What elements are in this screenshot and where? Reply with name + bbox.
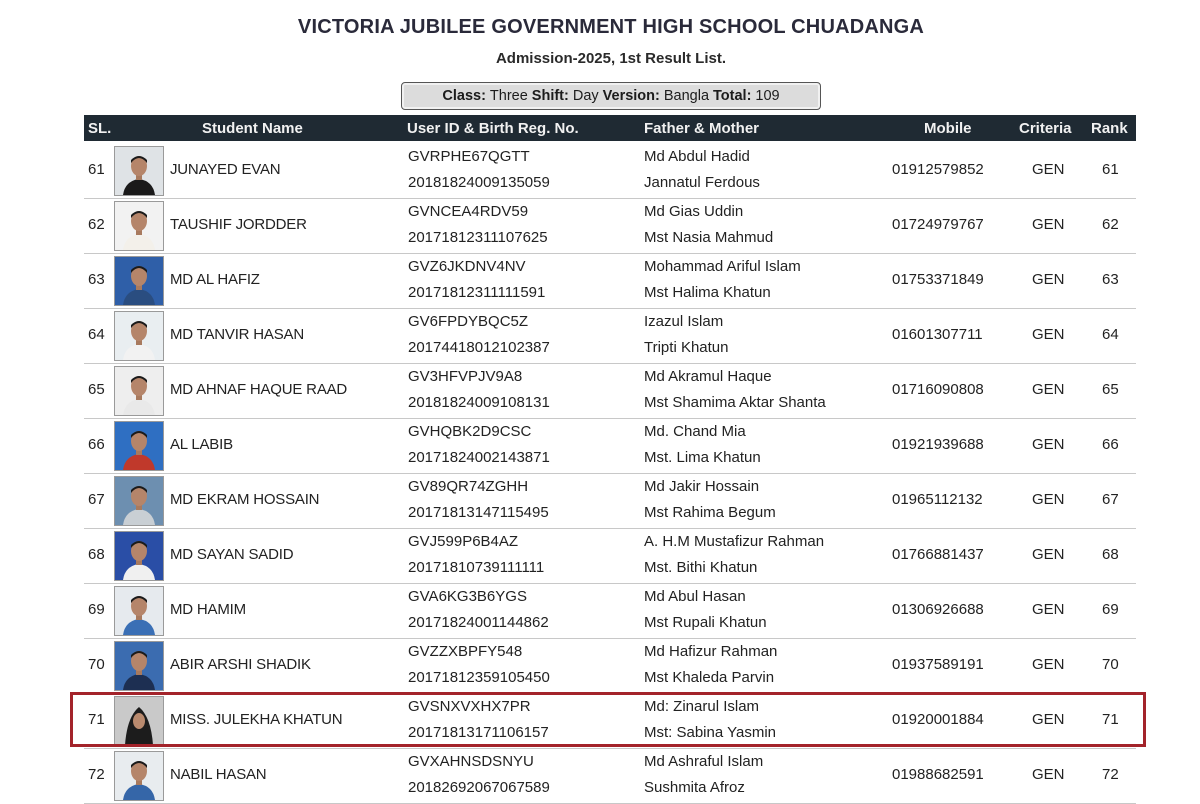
user-id: GVNCEA4RDV59 bbox=[408, 203, 529, 220]
mother-name: Mst Nasia Mahmud bbox=[644, 229, 774, 246]
criteria-value: GEN bbox=[1032, 601, 1065, 618]
student-name: ABIR ARSHI SHADIK bbox=[170, 656, 311, 673]
father-name: Md Gias Uddin bbox=[644, 203, 744, 220]
father-name: Md Ashraful Islam bbox=[644, 753, 764, 770]
birth-reg-number: 20171813171106157 bbox=[408, 724, 549, 741]
version-label: Version: bbox=[602, 88, 660, 104]
student-photo bbox=[114, 256, 164, 306]
mobile-number: 01937589191 bbox=[892, 656, 984, 673]
birth-reg-number: 20181824009135059 bbox=[408, 174, 550, 191]
user-id: GVHQBK2D9CSC bbox=[408, 423, 532, 440]
father-name: Md Hafizur Rahman bbox=[644, 643, 778, 660]
column-header-user-id: User ID & Birth Reg. No. bbox=[407, 120, 579, 137]
student-name: MD AL HAFIZ bbox=[170, 271, 260, 288]
user-id: GV89QR74ZGHH bbox=[408, 478, 529, 495]
rank-value: 72 bbox=[1102, 766, 1119, 783]
father-name: A. H.M Mustafizur Rahman bbox=[644, 533, 825, 550]
mother-name: Mst Shamima Aktar Shanta bbox=[644, 394, 826, 411]
table-row bbox=[84, 143, 1136, 199]
criteria-value: GEN bbox=[1032, 546, 1065, 563]
birth-reg-number: 20171813147115495 bbox=[408, 504, 549, 521]
criteria-value: GEN bbox=[1032, 766, 1065, 783]
student-photo bbox=[114, 366, 164, 416]
rank-value: 65 bbox=[1102, 381, 1119, 398]
mother-name: Jannatul Ferdous bbox=[644, 174, 760, 191]
birth-reg-number: 20171824002143871 bbox=[408, 449, 550, 466]
mother-name: Mst Rahima Begum bbox=[644, 504, 776, 521]
mobile-number: 01920001884 bbox=[892, 711, 984, 728]
birth-reg-number: 20171824001144862 bbox=[408, 614, 549, 631]
rank-value: 66 bbox=[1102, 436, 1119, 453]
table-row bbox=[84, 473, 1136, 529]
column-header-criteria: Criteria bbox=[1019, 120, 1072, 137]
user-id: GVZ6JKDNV4NV bbox=[408, 258, 526, 275]
column-header-sl: SL. bbox=[88, 120, 112, 137]
column-header-rank: Rank bbox=[1091, 120, 1128, 137]
rank-value: 63 bbox=[1102, 271, 1119, 288]
serial-number: 67 bbox=[88, 491, 105, 508]
student-photo bbox=[114, 476, 164, 526]
birth-reg-number: 20171812311107625 bbox=[408, 229, 548, 246]
rank-value: 64 bbox=[1102, 326, 1119, 343]
version-value: Bangla bbox=[663, 88, 710, 104]
table-row bbox=[84, 253, 1136, 309]
school-title: VICTORIA JUBILEE GOVERNMENT HIGH SCHOOL CHUADANGA bbox=[297, 16, 925, 38]
birth-reg-number: 20171812359105450 bbox=[408, 669, 550, 686]
mobile-number: 01601307711 bbox=[892, 326, 983, 343]
table-row bbox=[84, 363, 1136, 419]
student-photo bbox=[114, 641, 164, 691]
user-id: GVRPHE67QGTT bbox=[408, 148, 530, 165]
serial-number: 70 bbox=[88, 656, 105, 673]
father-name: Md. Chand Mia bbox=[644, 423, 746, 440]
mother-name: Sushmita Afroz bbox=[644, 779, 745, 796]
total-value: 109 bbox=[755, 88, 780, 104]
mobile-number: 01724979767 bbox=[892, 216, 984, 233]
serial-number: 68 bbox=[88, 546, 105, 563]
mother-name: Mst Rupali Khatun bbox=[644, 614, 767, 631]
table-row bbox=[84, 638, 1136, 694]
mother-name: Mst: Sabina Yasmin bbox=[644, 724, 777, 741]
column-header-student-name: Student Name bbox=[202, 120, 303, 137]
student-name: MD HAMIM bbox=[170, 601, 246, 618]
criteria-value: GEN bbox=[1032, 381, 1065, 398]
mobile-number: 01912579852 bbox=[892, 161, 984, 178]
student-photo bbox=[114, 311, 164, 361]
mother-name: Mst. Bithi Khatun bbox=[644, 559, 758, 576]
student-name: MD SAYAN SADID bbox=[170, 546, 294, 563]
student-photo bbox=[114, 201, 164, 251]
father-name: Md Abul Hasan bbox=[644, 588, 746, 605]
serial-number: 61 bbox=[88, 161, 105, 178]
shift-label: Shift: bbox=[531, 88, 569, 104]
criteria-value: GEN bbox=[1032, 161, 1065, 178]
rank-value: 69 bbox=[1102, 601, 1119, 618]
rank-value: 62 bbox=[1102, 216, 1119, 233]
table-row bbox=[84, 748, 1136, 804]
student-photo bbox=[114, 751, 164, 801]
user-id: GVJ599P6B4AZ bbox=[408, 533, 519, 550]
student-name: MD AHNAF HAQUE RAAD bbox=[170, 381, 348, 398]
student-name: TAUSHIF JORDDER bbox=[170, 216, 307, 233]
birth-reg-number: 20171812311111591 bbox=[408, 284, 546, 301]
class-value: Three bbox=[489, 88, 528, 104]
rank-value: 61 bbox=[1102, 161, 1119, 178]
serial-number: 71 bbox=[88, 711, 105, 728]
rank-value: 70 bbox=[1102, 656, 1119, 673]
mobile-number: 01965112132 bbox=[892, 491, 983, 508]
user-id: GV3HFVPJV9A8 bbox=[408, 368, 523, 385]
serial-number: 63 bbox=[88, 271, 105, 288]
father-name: Md: Zinarul Islam bbox=[644, 698, 760, 715]
mobile-number: 01921939688 bbox=[892, 436, 984, 453]
student-photo bbox=[114, 421, 164, 471]
table-row bbox=[84, 198, 1136, 254]
user-id: GV6FPDYBQC5Z bbox=[408, 313, 529, 330]
rank-value: 68 bbox=[1102, 546, 1119, 563]
father-name: Mohammad Ariful Islam bbox=[644, 258, 801, 275]
shift-value: Day bbox=[572, 88, 599, 104]
student-name: JUNAYED EVAN bbox=[170, 161, 281, 178]
serial-number: 66 bbox=[88, 436, 105, 453]
mobile-number: 01988682591 bbox=[892, 766, 984, 783]
class-label: Class: bbox=[442, 88, 486, 104]
total-label: Total: bbox=[713, 88, 752, 104]
table-row bbox=[84, 528, 1136, 584]
birth-reg-number: 20174418012102387 bbox=[408, 339, 550, 356]
criteria-value: GEN bbox=[1032, 271, 1065, 288]
serial-number: 64 bbox=[88, 326, 105, 343]
criteria-value: GEN bbox=[1032, 656, 1065, 673]
mobile-number: 01766881437 bbox=[892, 546, 984, 563]
serial-number: 72 bbox=[88, 766, 105, 783]
birth-reg-number: 20181824009108131 bbox=[408, 394, 550, 411]
mother-name: Tripti Khatun bbox=[644, 339, 729, 356]
father-name: Izazul Islam bbox=[644, 313, 724, 330]
criteria-value: GEN bbox=[1032, 491, 1065, 508]
table-row bbox=[84, 308, 1136, 364]
mother-name: Mst. Lima Khatun bbox=[644, 449, 761, 466]
mobile-number: 01716090808 bbox=[892, 381, 984, 398]
highlighted-row-frame bbox=[70, 692, 1146, 747]
student-name: MD EKRAM HOSSAIN bbox=[170, 491, 320, 508]
rank-value: 67 bbox=[1102, 491, 1119, 508]
criteria-value: GEN bbox=[1032, 711, 1065, 728]
student-name: MD TANVIR HASAN bbox=[170, 326, 304, 343]
mother-name: Mst Khaleda Parvin bbox=[644, 669, 775, 686]
mobile-number: 01306926688 bbox=[892, 601, 984, 618]
mother-name: Mst Halima Khatun bbox=[644, 284, 771, 301]
mobile-number: 01753371849 bbox=[892, 271, 984, 288]
student-name: MISS. JULEKHA KHATUN bbox=[170, 711, 343, 728]
criteria-value: GEN bbox=[1032, 436, 1065, 453]
student-photo bbox=[114, 586, 164, 636]
column-header-parents: Father & Mother bbox=[644, 120, 760, 137]
criteria-value: GEN bbox=[1032, 326, 1065, 343]
birth-reg-number: 20182692067067589 bbox=[408, 779, 550, 796]
user-id: GVSNXVXHX7PR bbox=[408, 698, 531, 715]
serial-number: 62 bbox=[88, 216, 105, 233]
table-row bbox=[84, 583, 1136, 639]
criteria-value: GEN bbox=[1032, 216, 1065, 233]
father-name: Md Jakir Hossain bbox=[644, 478, 760, 495]
student-photo bbox=[114, 531, 164, 581]
table-header bbox=[84, 115, 1136, 141]
birth-reg-number: 20171810739111111 bbox=[408, 559, 545, 576]
father-name: Md Abdul Hadid bbox=[644, 148, 750, 165]
user-id: GVA6KG3B6YGS bbox=[408, 588, 527, 605]
student-photo bbox=[114, 146, 164, 196]
class-info-box bbox=[401, 82, 821, 110]
rank-value: 71 bbox=[1102, 711, 1119, 728]
column-header-mobile: Mobile bbox=[924, 120, 972, 137]
student-name: NABIL HASAN bbox=[170, 766, 267, 783]
user-id: GVZZXBPFY548 bbox=[408, 643, 523, 660]
serial-number: 65 bbox=[88, 381, 105, 398]
student-name: AL LABIB bbox=[170, 436, 233, 453]
serial-number: 69 bbox=[88, 601, 105, 618]
result-list-subtitle: Admission-2025, 1st Result List. bbox=[495, 50, 727, 67]
user-id: GVXAHNSDSNYU bbox=[408, 753, 534, 770]
table-row bbox=[84, 418, 1136, 474]
father-name: Md Akramul Haque bbox=[644, 368, 772, 385]
